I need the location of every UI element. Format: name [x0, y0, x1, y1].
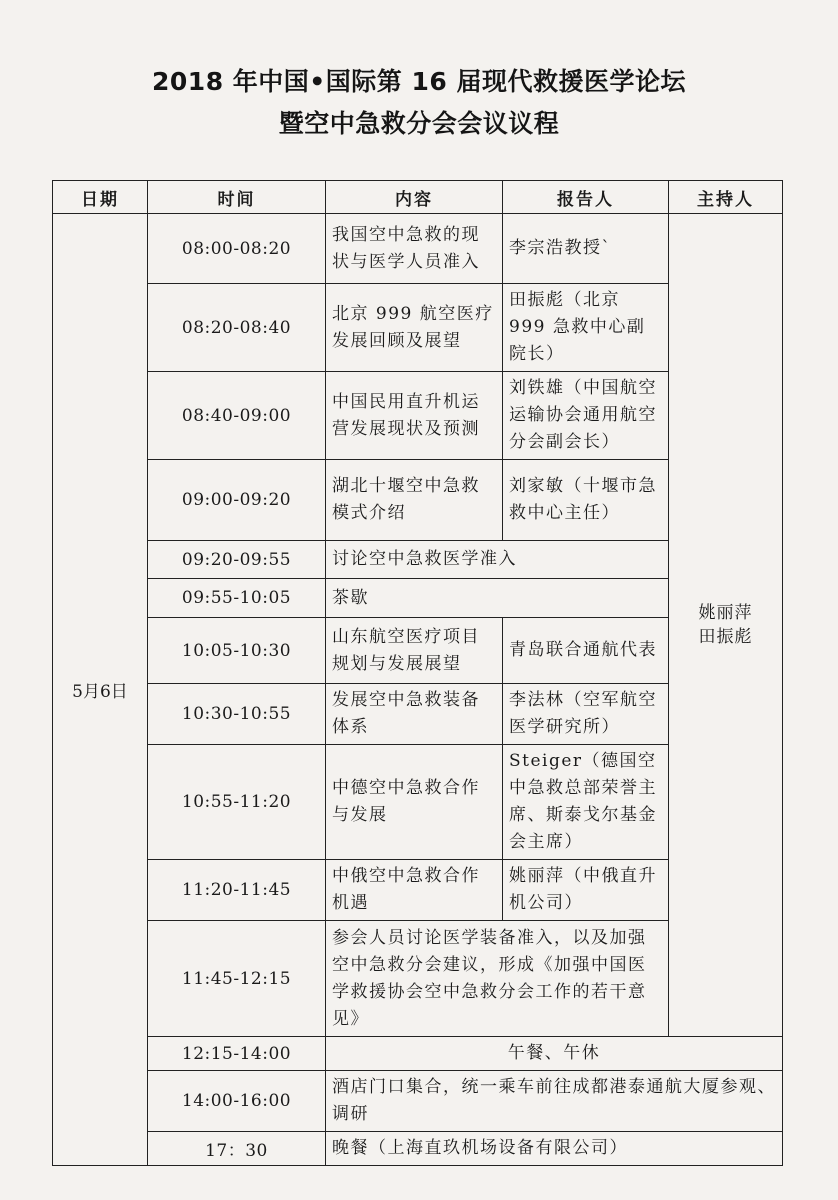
content-cell: 讨论空中急救医学准入 — [326, 541, 669, 579]
table-header-row — [53, 181, 783, 214]
time-cell: 11:45-12:15 — [148, 921, 326, 1037]
header-time: 时间 — [148, 181, 326, 214]
date-cell: 5月6日 — [53, 214, 148, 1166]
time-cell: 09:20-09:55 — [148, 541, 326, 579]
table-row — [53, 214, 783, 284]
content-cell: 中国民用直升机运营发展现状及预测 — [326, 372, 503, 460]
page-title: 2018 年中国•国际第 16 届现代救援医学论坛 — [152, 67, 686, 96]
speaker-cell: 姚丽萍（中俄直升机公司） — [503, 860, 669, 921]
agenda-table — [52, 180, 783, 1166]
table-row — [53, 1037, 783, 1071]
time-cell: 08:20-08:40 — [148, 284, 326, 372]
content-cell: 发展空中急救装备体系 — [326, 684, 503, 745]
speaker-cell: 青岛联合通航代表 — [503, 618, 669, 684]
content-cell: 山东航空医疗项目规划与发展展望 — [326, 618, 503, 684]
content-cell: 酒店门口集合，统一乘车前往成都港泰通航大厦参观、调研 — [326, 1071, 783, 1132]
time-cell: 10:30-10:55 — [148, 684, 326, 745]
host-name: 田振彪 — [698, 627, 753, 647]
header-date: 日期 — [53, 181, 148, 214]
content-cell: 北京 999 航空医疗发展回顾及展望 — [326, 284, 503, 372]
time-cell: 17：30 — [148, 1132, 326, 1166]
host-name: 姚丽萍 — [698, 603, 753, 623]
page-subtitle: 暨空中急救分会会议议程 — [278, 109, 560, 138]
content-cell: 我国空中急救的现状与医学人员准入 — [326, 214, 503, 284]
content-cell: 中俄空中急救合作机遇 — [326, 860, 503, 921]
content-cell: 茶歇 — [326, 579, 669, 618]
time-cell: 08:40-09:00 — [148, 372, 326, 460]
time-cell: 11:20-11:45 — [148, 860, 326, 921]
speaker-cell: 田振彪（北京 999 急救中心副院长） — [503, 284, 669, 372]
time-cell: 14:00-16:00 — [148, 1071, 326, 1132]
time-cell: 09:00-09:20 — [148, 460, 326, 541]
content-cell: 午餐、午休 — [326, 1037, 783, 1071]
time-cell: 08:00-08:20 — [148, 214, 326, 284]
content-cell: 参会人员讨论医学装备准入，以及加强空中急救分会建议，形成《加强中国医学救援协会空中急救分会工作的若干意见》 — [326, 921, 669, 1037]
speaker-cell: 李法林（空军航空医学研究所） — [503, 684, 669, 745]
time-cell: 12:15-14:00 — [148, 1037, 326, 1071]
table-row — [53, 1132, 783, 1166]
time-cell: 09:55-10:05 — [148, 579, 326, 618]
speaker-cell: 刘铁雄（中国航空运输协会通用航空分会副会长） — [503, 372, 669, 460]
content-cell: 湖北十堰空中急救模式介绍 — [326, 460, 503, 541]
header-content: 内容 — [326, 181, 503, 214]
speaker-cell: 李宗浩教授` — [503, 214, 669, 284]
time-cell: 10:05-10:30 — [148, 618, 326, 684]
content-cell: 晚餐（上海直玖机场设备有限公司） — [326, 1132, 783, 1166]
host-cell — [669, 214, 783, 1037]
speaker-cell: Steiger（德国空中急救总部荣誉主席、斯泰戈尔基金会主席） — [503, 745, 669, 860]
time-cell: 10:55-11:20 — [148, 745, 326, 860]
header-speaker: 报告人 — [503, 181, 669, 214]
speaker-cell: 刘家敏（十堰市急救中心主任） — [503, 460, 669, 541]
table-row — [53, 1071, 783, 1132]
content-cell: 中德空中急救合作与发展 — [326, 745, 503, 860]
header-host: 主持人 — [669, 181, 783, 214]
